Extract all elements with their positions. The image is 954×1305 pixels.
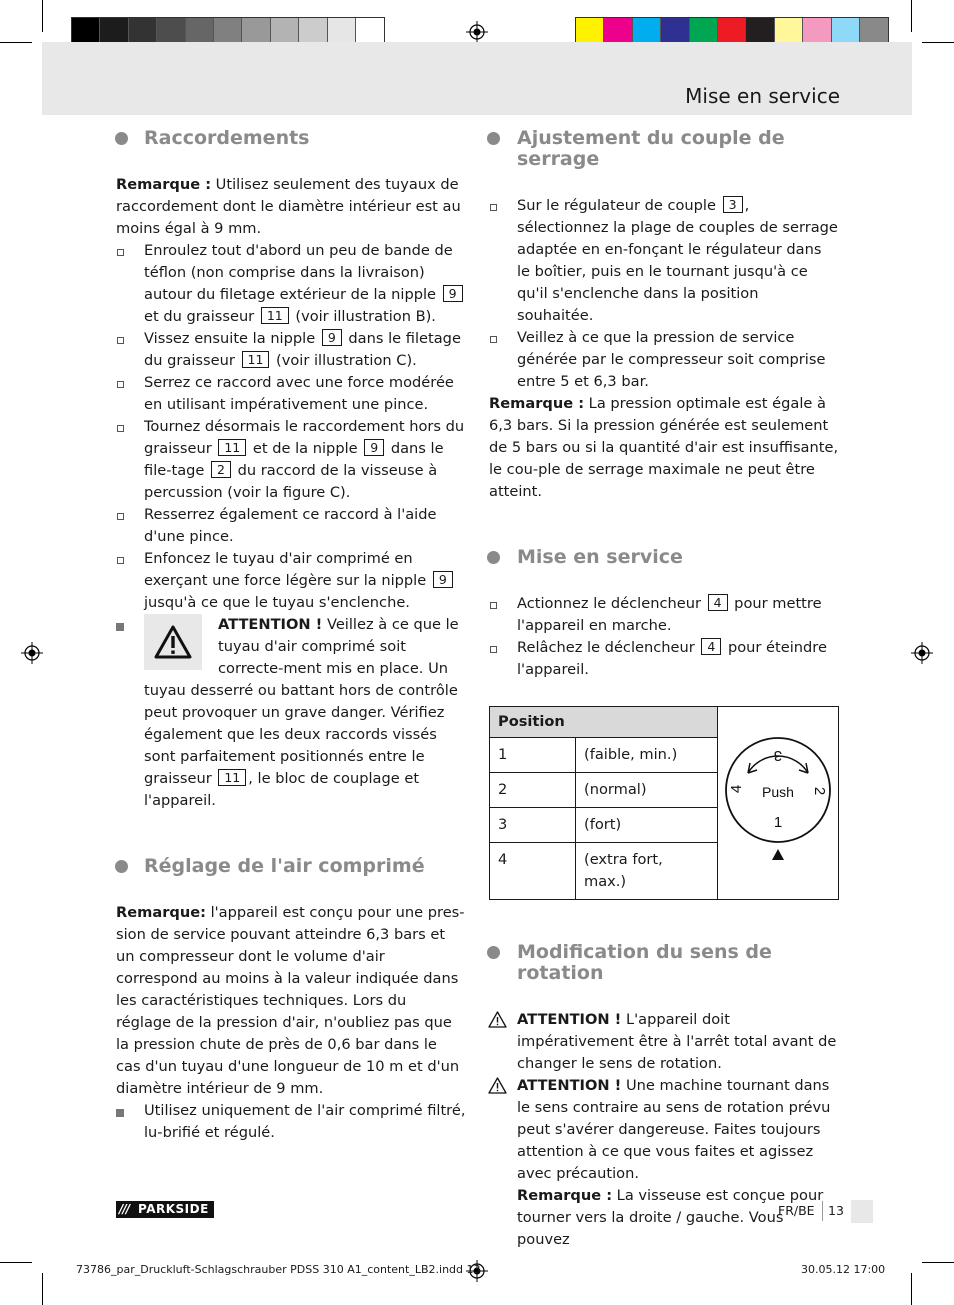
- section-heading-sens-rotation: Modification du sens de rotation: [489, 942, 839, 984]
- dial-pointer-icon: [772, 849, 784, 860]
- color-swatch: [860, 18, 888, 45]
- checkbox-bullet-icon: [490, 204, 497, 211]
- color-swatch: [328, 18, 356, 45]
- footer-language: FR/BE: [778, 1203, 815, 1218]
- table-cell: 1: [490, 738, 576, 773]
- bullet-dot-icon: [487, 946, 500, 959]
- checkbox-bullet-icon: [117, 249, 124, 256]
- color-swatch: [157, 18, 185, 45]
- color-swatch: [661, 18, 689, 45]
- section-heading-reglage: Réglage de l'air comprimé: [116, 856, 466, 877]
- part-number: 11: [242, 351, 270, 368]
- list-item: Relâchez le déclencheur 4 pour éteindre l'appareil.: [489, 637, 839, 681]
- warning-item: ATTENTION ! Une machine tournant dans le sens contraire au sens de rotation prévu peut s'avérer dangereuse. Faites toujours attention à ce que vous faites et agissez avec précaution.: [489, 1075, 839, 1185]
- brand-logo: /// PARKSIDE: [116, 1201, 214, 1218]
- color-swatch: [356, 18, 384, 45]
- table-cell: 3: [490, 808, 576, 843]
- color-swatch: [214, 18, 242, 45]
- instruction-list: [116, 240, 466, 812]
- dial-mark-1: 1: [773, 813, 783, 831]
- color-swatch: [186, 18, 214, 45]
- part-number: 11: [218, 769, 246, 786]
- color-swatch: [775, 18, 803, 45]
- section-heading-ajustement: Ajustement du couple de serrage: [489, 128, 839, 170]
- table-cell: (normal): [576, 773, 718, 808]
- color-swatch: [604, 18, 632, 45]
- warning-triangle-icon: [488, 1077, 507, 1094]
- warning-triangle-icon: [488, 1011, 507, 1028]
- checkbox-bullet-icon: [117, 381, 124, 388]
- color-swatch: [746, 18, 774, 45]
- list-item: Vissez ensuite la nipple 9 dans le filetage du graisseur 11 (voir illustration C).: [116, 328, 466, 372]
- crop-mark: [42, 0, 43, 32]
- color-swatch: [832, 18, 860, 45]
- color-swatch: [718, 18, 746, 45]
- checkbox-bullet-icon: [117, 425, 124, 432]
- crop-mark: [911, 0, 912, 32]
- color-swatch: [576, 18, 604, 45]
- list-item: Enfoncez le tuyau d'air comprimé en exerçant une force légère sur la nipple 9 jusqu'à ce que le tuyau s'enclenche.: [116, 548, 466, 614]
- note-paragraph: Remarque : Utilisez seulement des tuyaux de raccordement dont le diamètre intérieur est au moins égal à 9 mm.: [116, 176, 461, 237]
- table-header: Position: [490, 707, 718, 738]
- section-heading-mise-en-service: Mise en service: [489, 547, 839, 568]
- color-swatch: [633, 18, 661, 45]
- color-swatch: [242, 18, 270, 45]
- dial-mark-4: 4: [728, 784, 745, 793]
- part-number: 11: [261, 307, 289, 324]
- bullet-dot-icon: [115, 860, 128, 873]
- warning-item: ATTENTION ! Veillez à ce que le tuyau d'air comprimé soit correcte-ment mis en place. Un tuyau desserré ou battant hors de contrôle peut provoquer un grave danger. Vérifiez également que les deux raccords vissés sont parfaitement positionnés entre le graisseur 11 , le bloc de couplage et l'appareil.: [116, 614, 466, 812]
- list-item: Veillez à ce que la pression de service générée par le compresseur soit comprise entre 5 et 6,3 bar.: [489, 327, 839, 393]
- crop-mark: [0, 42, 32, 43]
- warning-box: [144, 614, 202, 670]
- checkbox-bullet-icon: [117, 513, 124, 520]
- list-item: Enroulez tout d'abord un peu de bande de téflon (non comprise dans la livraison) autour du filetage extérieur de la nipple 9 et du graisseur 11 (voir illustration B).: [116, 240, 466, 328]
- list-item: Tournez désormais le raccordement hors du graisseur 11 et de la nipple 9 dans le file-tage 2 du raccord de la visseuse à percussion (voir la figure C).: [116, 416, 466, 504]
- color-swatch: [129, 18, 157, 45]
- color-swatch: [100, 18, 128, 45]
- list-item: Resserrez également ce raccord à l'aide d'une pince.: [116, 504, 466, 548]
- dial-mark-2: 2: [811, 786, 828, 795]
- crop-mark: [42, 1273, 43, 1305]
- section-heading-raccordements: Raccordements: [116, 128, 466, 149]
- registration-mark-icon: [911, 642, 933, 664]
- table-cell: 4: [490, 843, 576, 900]
- logo-stripes-icon: ///: [119, 1202, 130, 1216]
- part-number: 11: [218, 439, 246, 456]
- footer-page-number: 13: [822, 1201, 844, 1221]
- table-cell: (faible, min.): [576, 738, 718, 773]
- color-swatch: [299, 18, 327, 45]
- checkbox-bullet-icon: [490, 602, 497, 609]
- slug-date: 30.05.12 17:00: [801, 1263, 886, 1276]
- list-item: Utilisez uniquement de l'air comprimé filtré, lu-brifié et régulé.: [116, 1100, 466, 1144]
- right-column: [489, 128, 839, 1251]
- instruction-list: [116, 1100, 466, 1144]
- color-swatch: [72, 18, 100, 45]
- table-cell: 2: [490, 773, 576, 808]
- color-swatch: [271, 18, 299, 45]
- part-number: 9: [443, 285, 463, 302]
- left-column: [116, 128, 466, 1144]
- checkbox-bullet-icon: [490, 336, 497, 343]
- part-number: 2: [211, 461, 231, 478]
- slug-filename: 73786_par_Druckluft-Schlagschrauber PDSS 310 A1_content_LB2.indd 13: [76, 1263, 481, 1276]
- note-paragraph: Remarque: l'appareil est conçu pour une pres-sion de service pouvant atteindre 6,3 bars et un compresseur dont le volume d'air correspond au moins à la valeur indiquée dans les caractéristiques techniques. Lors du réglage de la pression d'air, n'oubliez pas que la pression chute de près de 0,6 bar dans le cas d'un tuyau d'une longueur de 10 m et d'un diamètre intérieur de 9 mm.: [116, 904, 465, 1097]
- table-cell: (fort): [576, 808, 718, 843]
- bullet-dot-icon: [487, 551, 500, 564]
- checkbox-bullet-icon: [117, 557, 124, 564]
- table-header-row: [490, 707, 839, 738]
- color-swatch: [803, 18, 831, 45]
- list-item: Sur le régulateur de couple 3 , sélectionnez la plage de couples de serrage adaptée en en-fonçant le régulateur dans le boîtier, puis en le tournant jusqu'à ce qu'il s'enclenche dans la position souhaitée.: [489, 195, 839, 327]
- table-cell: (extra fort, max.): [576, 843, 718, 900]
- crop-mark: [0, 1262, 32, 1263]
- dial-mark-3: 3: [773, 746, 783, 764]
- note-item: Remarque : La visseuse est conçue pour tourner vers la droite / gauche. Vous pouvez: [517, 1187, 824, 1248]
- note-paragraph: Remarque : La pression optimale est égale à 6,3 bars. Si la pression générée est seulement de 5 bars ou si la quantité d'air est insuffisante, le cou-ple de serrage maximale ne peut être atteint.: [489, 395, 839, 500]
- square-bullet-icon: [116, 1109, 124, 1117]
- warning-triangle-icon: [153, 624, 193, 660]
- checkbox-bullet-icon: [117, 337, 124, 344]
- list-item: Serrez ce raccord avec une force modérée en utilisant impérativement une pince.: [116, 372, 466, 416]
- instruction-list: [489, 593, 839, 681]
- list-item: Actionnez le déclencheur 4 pour mettre l'appareil en marche.: [489, 593, 839, 637]
- square-bullet-icon: [116, 623, 124, 631]
- instruction-list: [489, 195, 839, 393]
- position-table: [489, 706, 839, 900]
- page-title: Mise en service: [685, 84, 840, 108]
- registration-mark-icon: [466, 21, 488, 43]
- footer-tab: [851, 1200, 873, 1223]
- part-number: 4: [701, 638, 721, 655]
- part-number: 3: [723, 196, 743, 213]
- part-number: 9: [364, 439, 384, 456]
- crop-mark: [922, 1262, 954, 1263]
- bullet-dot-icon: [487, 132, 500, 145]
- torque-dial-cell: [718, 707, 839, 900]
- crop-mark: [922, 42, 954, 43]
- checkbox-bullet-icon: [490, 646, 497, 653]
- part-number: 9: [433, 571, 453, 588]
- registration-mark-icon: [21, 642, 43, 664]
- part-number: 9: [322, 329, 342, 346]
- crop-mark: [911, 1273, 912, 1305]
- dial-push-label: Push: [762, 783, 794, 800]
- bullet-dot-icon: [115, 132, 128, 145]
- part-number: 4: [708, 594, 728, 611]
- torque-dial-icon: [718, 735, 838, 865]
- warning-item: ATTENTION ! L'appareil doit impérativement être à l'arrêt total avant de changer le sens de rotation.: [489, 1009, 839, 1075]
- color-swatch: [690, 18, 718, 45]
